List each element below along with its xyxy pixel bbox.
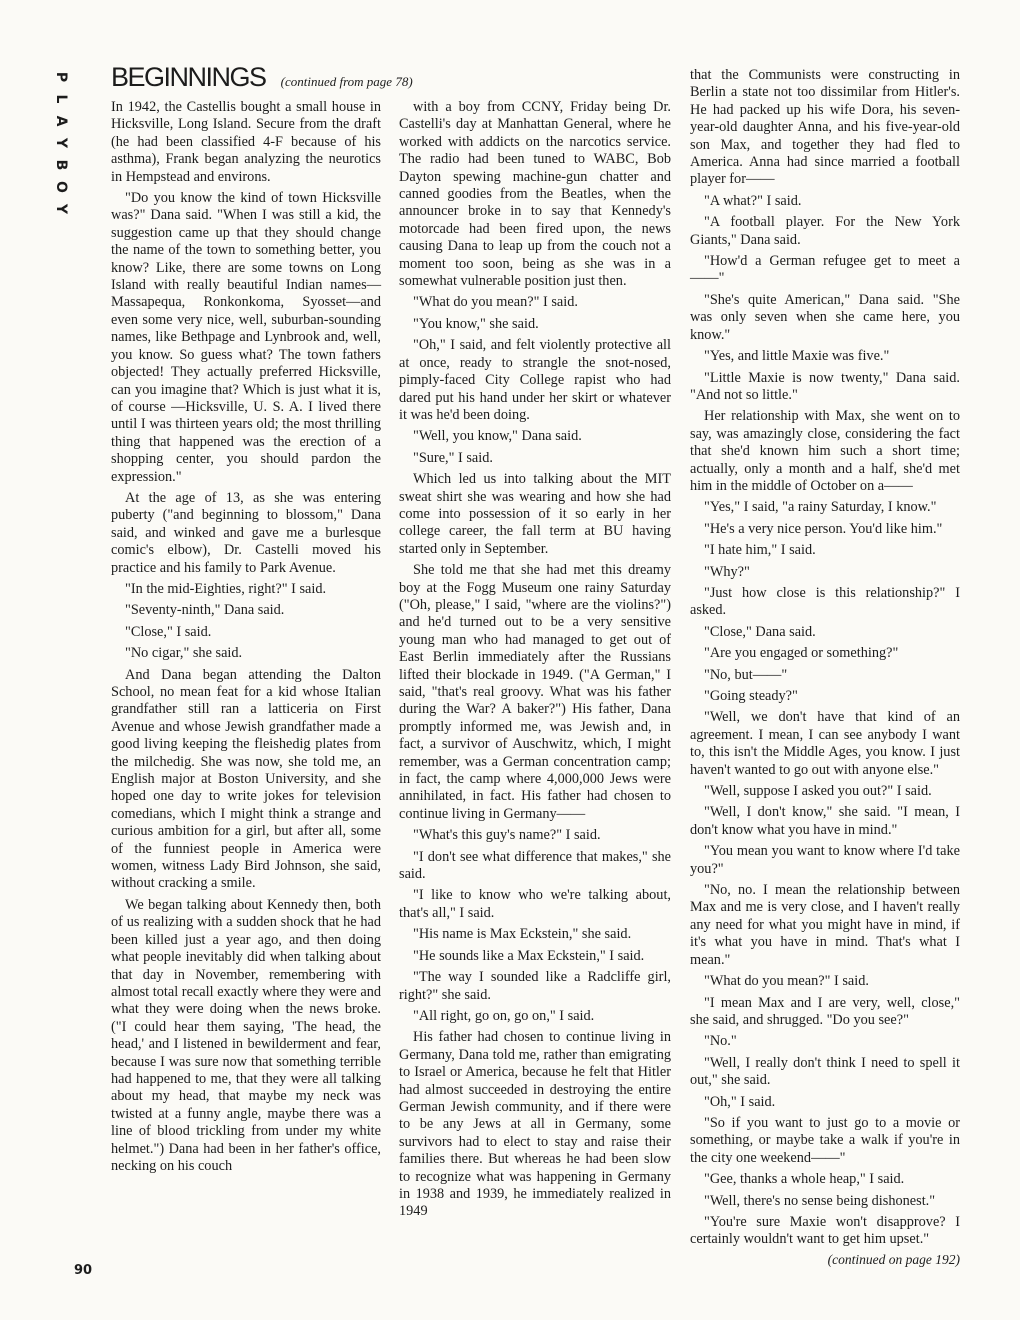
paragraph: "His name is Max Eckstein," she said. xyxy=(413,926,632,943)
paragraph: "Gee, thanks a whole heap," I said. xyxy=(704,1171,905,1188)
paragraph: "Little Maxie is now twenty," Dana said. "And not so little." xyxy=(690,369,960,403)
paragraph: His father had chosen to continue living in Germany, Dana told me, rather than emigrating to Israel or America, because he felt that Hitler had almost succeeded in destroying the entire German Jewish community, and if there were to be any Jews at all in Germany, some survivors had to elect to stay and raise their families there. But whereas he had been slow to recognize what was happening in Germany in 1938 and 1939, he immediately realized in 1949 xyxy=(399,1029,671,1220)
paragraph: "A football player. For the New York Giants," Dana said. xyxy=(690,214,960,248)
paragraph: And Dana began attending the Dalton School, no mean feat for a kid whose Italian grandfather still ran a latticeria on First Avenue and whose Jewish grandfather made a good living keeping the fleishedig plates from the milchedig. She was now, she told me, an English major at Boston University, and she hoped one day to write jokes for television comedians, which I might think a strange and curious ambition for a girl, but after all, some of the funniest people in America were women, witness Lady Bird Johnson, she said, without cracking a smile. xyxy=(111,666,381,892)
paragraph: "Well, suppose I asked you out?" I said. xyxy=(704,783,932,800)
paragraph: "Well, I don't know," she said. "I mean, I don't know what you have in mind." xyxy=(690,804,960,838)
paragraph: "So if you want to just go to a movie or something, or maybe take a walk if you're in the city one weekend——" xyxy=(690,1114,960,1166)
paragraph: "The way I sounded like a Radcliffe girl, right?" she said. xyxy=(399,969,671,1003)
paragraph: "Are you engaged or something?" xyxy=(704,645,899,662)
paragraph: "You mean you want to know where I'd take you?" xyxy=(690,843,960,877)
paragraph: "In the mid-Eighties, right?" I said. xyxy=(125,580,327,597)
paragraph: "I hate him," I said. xyxy=(704,542,816,559)
paragraph: "Well, there's no sense being dishonest." xyxy=(704,1192,936,1209)
masthead-letter: Y xyxy=(53,137,69,149)
paragraph: "Well, we don't have that kind of an agreement. I mean, I can see anybody I want to, this isn't the Middle Ages, you know. I just haven't wanted to go out with anyone else." xyxy=(690,709,960,778)
paragraph: that the Communists were constructing in Berlin a state not too dissimilar from Hitler's. He had packed up his wife Dora, his seven-year-old daughter Anna, and his five-year-old son Max, and together they had fled to America. Anna had since married a football player for—— xyxy=(690,67,960,188)
page-number: 90 xyxy=(74,1263,93,1278)
masthead-letter: L xyxy=(53,94,69,104)
paragraph: "What do you mean?" I said. xyxy=(704,973,869,990)
paragraph: "You're sure Maxie won't disapprove? I certainly wouldn't want to get him upset." xyxy=(690,1213,960,1248)
paragraph: "She's quite American," Dana said. "She was only seven when she came here, you know." xyxy=(690,291,960,343)
paragraph: In 1942, the Castellis bought a small house in Hicksville, Long Island. Secure from the draft (he had been classified 4-F because of his asthma), Frank began analyzing the neurotics in Hempstead and environs. xyxy=(111,99,381,185)
text-column-3 xyxy=(690,67,960,1253)
continued-on-note: (continued on page 192) xyxy=(827,1252,960,1267)
paragraph: "You know," she said. xyxy=(413,315,539,332)
paragraph: "Sure," I said. xyxy=(413,449,493,466)
paragraph: "Yes," I said, "a rainy Saturday, I know." xyxy=(704,499,937,516)
paragraph: "He sounds like a Max Eckstein," I said. xyxy=(413,947,645,964)
paragraph: "Well, I really don't think I need to spell it out," she said. xyxy=(690,1054,960,1089)
article-header xyxy=(111,62,413,93)
paragraph: "All right, go on, go on," I said. xyxy=(413,1007,595,1024)
paragraph: "Oh," I said. xyxy=(704,1093,776,1110)
masthead-letter: B xyxy=(53,159,69,171)
continued-from-note: (continued from page 78) xyxy=(280,74,413,89)
paragraph: "I don't see what difference that makes," she said. xyxy=(399,848,671,883)
paragraph: "What do you mean?" I said. xyxy=(413,294,578,311)
paragraph: "Why?" xyxy=(704,563,750,580)
paragraph: "Just how close is this relationship?" I asked. xyxy=(690,584,960,619)
paragraph: "Seventy-ninth," Dana said. xyxy=(125,602,285,619)
paragraph: "I like to know who we're talking about, that's all," I said. xyxy=(399,887,671,921)
text-column-1 xyxy=(111,99,381,1179)
paragraph: "What's this guy's name?" I said. xyxy=(413,827,601,844)
paragraph: Her relationship with Max, she went on to say, was amazingly close, considering the fact that she'd known him such a short time; actually, only a month and a half, she'd met him in the middle of October on a—— xyxy=(690,408,960,494)
paragraph: "No, no. I mean the relationship between Max and me is very close, and I haven't really any need for what you might have in mind, if it's what you have in mind. That's what I mean." xyxy=(690,882,960,968)
paragraph: We began talking about Kennedy then, both of us realizing with a sudden shock that he had been killed just a year ago, and then doing what people inevitably did when talking about that day in November, remembering with almost total recall exactly where they were and what they were doing when the news broke. ("I could hear them saying, 'The head, the head,' and I listened in bewilderment and fear, because I was sure now that something terrible had happened to me, that they were all talking about my head, that maybe my neck was twisted at a funny angle, maybe there was a line of blood trickling from under my white helmet.") Dana had been in her father's office, necking on his couch xyxy=(111,896,381,1174)
text-column-2 xyxy=(399,99,671,1225)
masthead-letter: A xyxy=(53,115,69,127)
paragraph: "Going steady?" xyxy=(704,688,798,704)
paragraph: "Oh," I said, and felt violently protective all at once, ready to strangle the snot-nosed, pimply-faced City College rapist who had dared put his hand under her skirt or whatever it was he'd been doing. xyxy=(399,337,671,423)
paragraph: "How'd a German refugee get to meet a——" xyxy=(690,253,960,287)
paragraph: "Well, you know," Dana said. xyxy=(413,428,582,445)
paragraph: "No cigar," she said. xyxy=(125,645,243,662)
magazine-masthead xyxy=(52,66,70,220)
paragraph: "No, but——" xyxy=(704,666,788,683)
paragraph: "Yes, and little Maxie was five." xyxy=(704,348,890,365)
paragraph: She told me that she had met this dreamy boy at the Fogg Museum one rainy Saturday ("Oh, please," I said, "where are the violins?") and he'd turned out to be a very sensitive young man who had managed to get out of East Berlin immediately after the Russians lifted their blockade in 1949. ("A German," I said, "that's real groovy. What was his father during the War? A baker?") His father, Dana promptly informed me, was Jewish and, in fact, a survivor of Auschwitz, which, I might remember, was a German concentration camp; in fact, the camp where 4,000,000 Jews were annihilated, in fact. His father had chosen to continue living in Germany—— xyxy=(399,562,671,822)
paragraph: "I mean Max and I are very, well, close," she said, and shrugged. "Do you see?" xyxy=(690,994,960,1028)
paragraph: with a boy from CCNY, Friday being Dr. Castelli's day at Manhattan General, where he worked with addicts on the narcotics service. The radio had been tuned to WABC, Bob Dayton spewing machine-gun chatter and canned goodies from the Beatles, when the announcer broke in to say that Kennedy's motorcade had been fired upon, the news causing Dana to leap up from the couch not a moment too soon, being as she was in a somewhat vulnerable position just then. xyxy=(399,99,671,290)
paragraph: "Close," I said. xyxy=(125,623,212,640)
paragraph: Which led us into talking about the MIT sweat shirt she was wearing and how she had come into possession of it so early in her college career, the fall term at BU having started only in September. xyxy=(399,471,671,557)
paragraph: "Close," Dana said. xyxy=(704,623,816,640)
masthead-letter: P xyxy=(53,71,69,83)
paragraph: "A what?" I said. xyxy=(704,192,802,209)
paragraph: At the age of 13, as she was entering puberty ("and beginning to blossom," Dana said, and winked and gave me a burlesque comic's elbow), Dr. Castelli moved his practice and his family to Park Avenue. xyxy=(111,489,381,576)
masthead-letter: O xyxy=(53,181,69,193)
masthead-letter: Y xyxy=(53,203,69,215)
paragraph: "Do you know the kind of town Hicksville was?" Dana said. "When I was still a kid, the suggestion came up that they should change the name of the town to something better, you know? Like, there are some towns on Long Island with really beautiful Indian names—Massapequa, Ronkonkoma, Syosset—and even some very nice, well, suburban-sounding names, like Bethpage and Lynbrook and, well, you know. So guess what? The town fathers objected! They actually preferred Hicksville, can you imagine that? Which is just what it is, of course —Hicksville, U. S. A. I lived there until I was thirteen years old; the most thrilling thing that happened was the erection of a shopping center, you should pardon the expression." xyxy=(111,190,381,485)
paragraph: "He's a very nice person. You'd like him." xyxy=(704,520,943,537)
article-title: BEGINNINGS xyxy=(111,62,266,92)
paragraph: "No." xyxy=(704,1033,737,1050)
